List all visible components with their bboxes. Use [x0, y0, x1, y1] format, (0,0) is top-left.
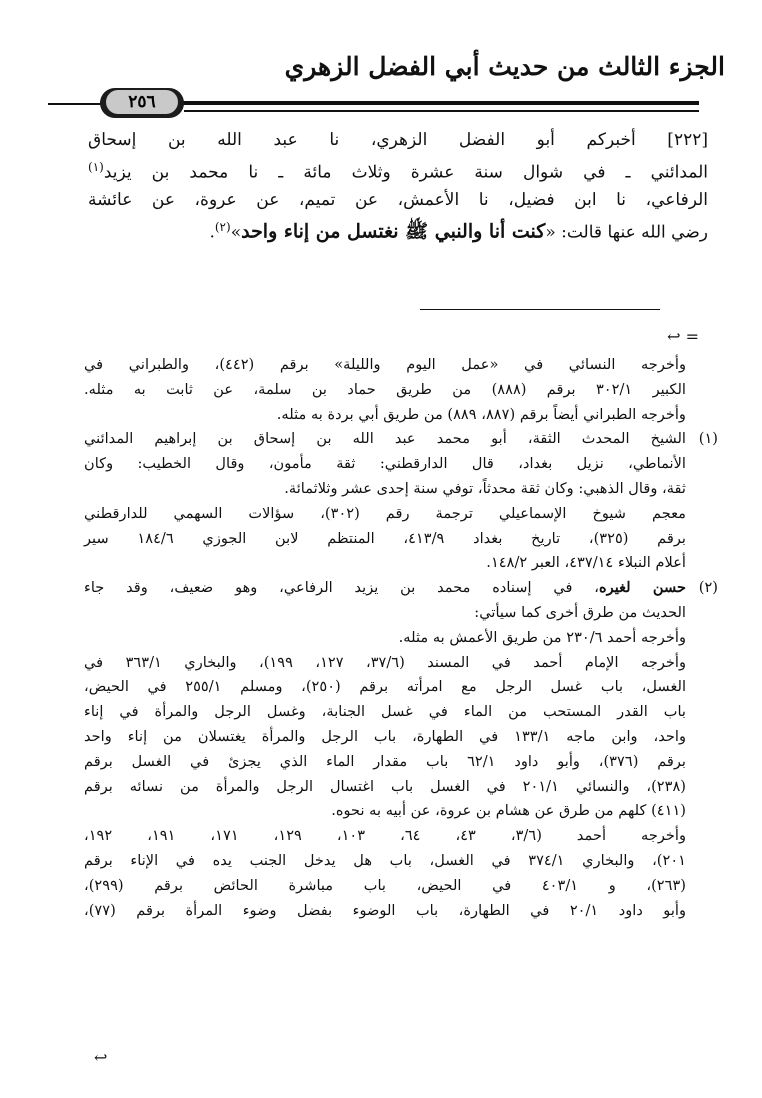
footnote-line: وأخرجه الإمام أحمد في المسند (٣٧/٦، ١٢٧، ١٩٩)، والبخاري ٣٦٣/١ في — [84, 653, 686, 671]
hadith-matn: كنت أنا والنبي ﷺ نغتسل من إناء واحد — [241, 220, 546, 243]
footnote-line: وأخرجه أحمد ٢٣٠/٦ من طريق الأعمش به مثله. — [398, 628, 686, 646]
hadith-quote-close: » — [230, 222, 242, 243]
footnote-line: (٢٦٣)، و ٤٠٣/١ في الحيض، باب مباشرة الحائض برقم (٢٩٩)، — [84, 876, 686, 894]
footnotes — [84, 353, 716, 923]
hadith-narrator-end: رضي الله عنها قالت: « — [545, 222, 708, 243]
footnote-line: الشيخ المحدث الثقة، أبو محمد عبد الله بن إسحاق بن إبراهيم المدائني — [84, 430, 686, 448]
footnote-1 — [84, 427, 716, 576]
footnote-line: ثقة، وقال الذهبي: وكان ثقة محدثاً، توفي سنة إحدى عشر وثلاثمائة. — [284, 479, 686, 497]
footnote-line: وأخرجه أحمد (٣/٦، ٤٣، ٦٤، ١٠٣، ١٢٩، ١٧١، ١٩١، ١٩٢، — [84, 827, 687, 845]
footnote-line: أعلام النبلاء ٤٣٧/١٤، العبر ١٤٨/٢. — [486, 554, 686, 572]
header-rule-thick — [100, 101, 699, 105]
footnote-line: ٢٠١)، والبخاري ٣٧٤/١ في الغسل، باب هل يدخل الجنب يده في الإناء برقم — [84, 851, 686, 869]
hadith-line: الرفاعي، نا ابن فضيل، نا الأعمش، عن تميم، عن عروة، عن عائشة — [88, 189, 708, 210]
footnote-line: وأخرجه النسائي في «عمل اليوم والليلة» برقم (٤٤٢)، والطبراني في — [84, 356, 686, 373]
footnote-line: باب القدر المستحب من الماء في غسل الجنابة، وغسل الرجل والمرأة في إناء — [84, 703, 686, 721]
footnote-line: (٢٣٨)، والنسائي ٢٠١/١ في الغسل باب اغتسال الرجل والمرأة من نسائه برقم — [84, 777, 686, 795]
footnote-line: برقم (٣٢٥)، تاريخ بغداد ٤١٣/٩، المنتظم لابن الجوزي ١٨٤/٦ سير — [84, 529, 686, 547]
footnote-line: معجم شيوخ الإسماعيلي ترجمة رقم (٣٠٢)، سؤالات السهمي للدارقطني — [84, 504, 686, 522]
footnote-2-number: (٢) — [698, 579, 718, 597]
header-rule-left — [48, 103, 100, 105]
footnote-line: وأخرجه الطبراني أيضاً برقم (٨٨٧، ٨٨٩) من طريق أبي بردة به مثله. — [276, 405, 686, 423]
header-rule-thin — [184, 110, 699, 112]
footnote-line: الحديث من طرق أخرى كما سيأتي: — [474, 603, 686, 621]
hadith-end: . — [209, 222, 215, 243]
hadith-line: [٢٢٢] أخبركم أبو الفضل الزهري، نا عبد الله بن إسحاق — [88, 130, 708, 150]
footnote-line: الأنماطي، نزيل بغداد، قال الدارقطني: ثقة مأمون، وقال الخطيب: وكان — [84, 455, 686, 473]
hadith-line-last — [88, 214, 708, 247]
footnote-line-text: ، في إسناده محمد بن يزيد الرفاعي، وهو ضعيف، وقد جاء — [84, 579, 599, 597]
header-title: الجزء الثالث من حديث أبي الفضل الزهري — [284, 52, 725, 81]
footnote-1-number: (١) — [698, 430, 718, 448]
footnote-2 — [84, 576, 716, 923]
footnote-separator — [420, 309, 660, 310]
grading-label: حسن لغيره — [599, 579, 686, 597]
hadith-line — [88, 154, 708, 187]
hadith-text — [88, 127, 708, 246]
footnote-line: برقم (٣٧٦)، وأبو داود ٦٢/١ باب مقدار الماء الذي يجزئ في الغسل برقم — [84, 752, 686, 770]
continuation-mark: = ↩ — [667, 327, 699, 346]
page-number: ٢٥٦ — [106, 90, 178, 114]
footnote-line: (٤١١) كلهم من طرق عن هشام بن عروة، عن أبيه به نحوه. — [331, 802, 686, 820]
footnote-ref-2[interactable]: (٢) — [214, 219, 231, 234]
footnote-line: واحد، وابن ماجه ١٣٣/١ في الطهارة، باب الرجل والمرأة يغتسلان من إناء واحد — [84, 727, 687, 745]
page-turn-mark: ↩ — [94, 1048, 108, 1067]
footnote-ref-1[interactable]: (١) — [88, 160, 104, 174]
footnote-line: وأبو داود ٢٠/١ في الطهارة، باب الوضوء بفضل وضوء المرأة برقم (٧٧)، — [84, 901, 686, 919]
footnote-line — [84, 576, 716, 601]
footnote-line: الغسل، باب غسل الرجل مع امرأته برقم (٢٥٠)، ومسلم ٢٥٥/١ في الحيض، — [84, 678, 686, 696]
hadith-line-text: المدائني ـ في شوال سنة عشرة وثلاث مائة ـ نا محمد بن يزيد — [103, 162, 708, 183]
footnote-line: الكبير ٣٠٢/١ برقم (٨٨٨) من طريق حماد بن سلمة، عن ثابت به مثله. — [84, 380, 686, 398]
